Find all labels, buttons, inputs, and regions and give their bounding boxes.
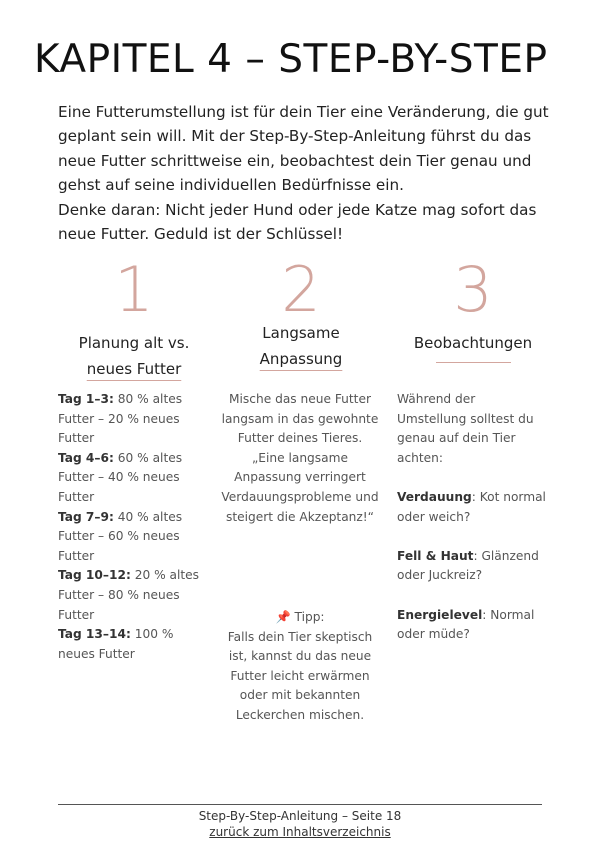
schedule-item: Tag 4–6: 60 % altes Futter – 40 % neues Futter <box>58 450 183 504</box>
observation-item: Verdauung: Kot normal oder weich? <box>397 489 546 524</box>
step-2 <box>216 253 386 372</box>
step-heading-line: Planung alt vs. <box>78 334 190 352</box>
schedule-list <box>58 390 208 664</box>
step-heading-line: neues Futter <box>86 360 182 378</box>
footer-divider <box>58 804 542 805</box>
step-1 <box>44 253 224 382</box>
step-heading <box>388 330 558 356</box>
step-heading-line: Anpassung <box>259 350 343 368</box>
observation-list <box>397 390 547 664</box>
toc-link[interactable]: zurück zum Inhaltsverzeichnis <box>209 825 391 839</box>
footer <box>0 808 600 840</box>
step-heading <box>216 320 386 372</box>
intro-paragraph: Eine Futterumstellung ist für dein Tier eine Veränderung, die gut geplant sein will. Mit der Step-By-Step-Anleitung führst du das neue Futter schrittweise ein, beobachtest dein Tier genau und gehst auf seine individuellen Bedürfnisse ein. <box>58 103 549 195</box>
pin-icon: 📌 <box>275 610 291 624</box>
observation-item: Energielevel: Normal oder müde? <box>397 607 535 642</box>
schedule-item: Tag 13–14: 100 % neues Futter <box>58 627 174 661</box>
step-heading <box>44 330 224 382</box>
intro-paragraph: Denke daran: Nicht jeder Hund oder jede Katze mag sofort das neue Futter. Geduld ist der Schlüssel! <box>58 200 537 244</box>
step-number: 1 <box>114 253 154 326</box>
observation-intro: Während der Umstellung solltest du genau auf dein Tier achten: <box>397 392 534 465</box>
heading-underline <box>436 362 511 363</box>
tip-heading: 📌 Tipp: <box>275 610 325 624</box>
page-label: Step-By-Step-Anleitung – Seite 18 <box>198 809 402 823</box>
adjust-text: Mische das neue Futter langsam in das gewohnte Futter deines Tieres. „Eine langsame Anpassung verringert Verdauungsprobleme und steigert die Akzeptanz!“ <box>221 392 379 524</box>
tip-text: Falls dein Tier skeptisch ist, kannst du das neue Futter leicht erwärmen oder mit bekannten Leckerchen mischen. <box>227 629 373 722</box>
page-title: KAPITEL 4 – STEP-BY-STEP <box>34 37 548 82</box>
schedule-item: Tag 10–12: 20 % altes Futter – 80 % neues Futter <box>58 568 200 622</box>
step-heading-line: Beobachtungen <box>413 334 533 352</box>
step-3 <box>388 253 558 363</box>
schedule-item: Tag 7–9: 40 % altes Futter – 60 % neues Futter <box>58 509 183 563</box>
step-heading-line: Langsame <box>262 324 340 342</box>
observation-item: Fell & Haut: Glänzend oder Juckreiz? <box>397 548 539 583</box>
intro-text <box>58 100 568 246</box>
step-number: 3 <box>453 253 493 326</box>
step-number: 2 <box>281 253 321 326</box>
schedule-item: Tag 1–3: 80 % altes Futter – 20 % neues Futter <box>58 392 183 446</box>
tip-box <box>220 608 380 726</box>
